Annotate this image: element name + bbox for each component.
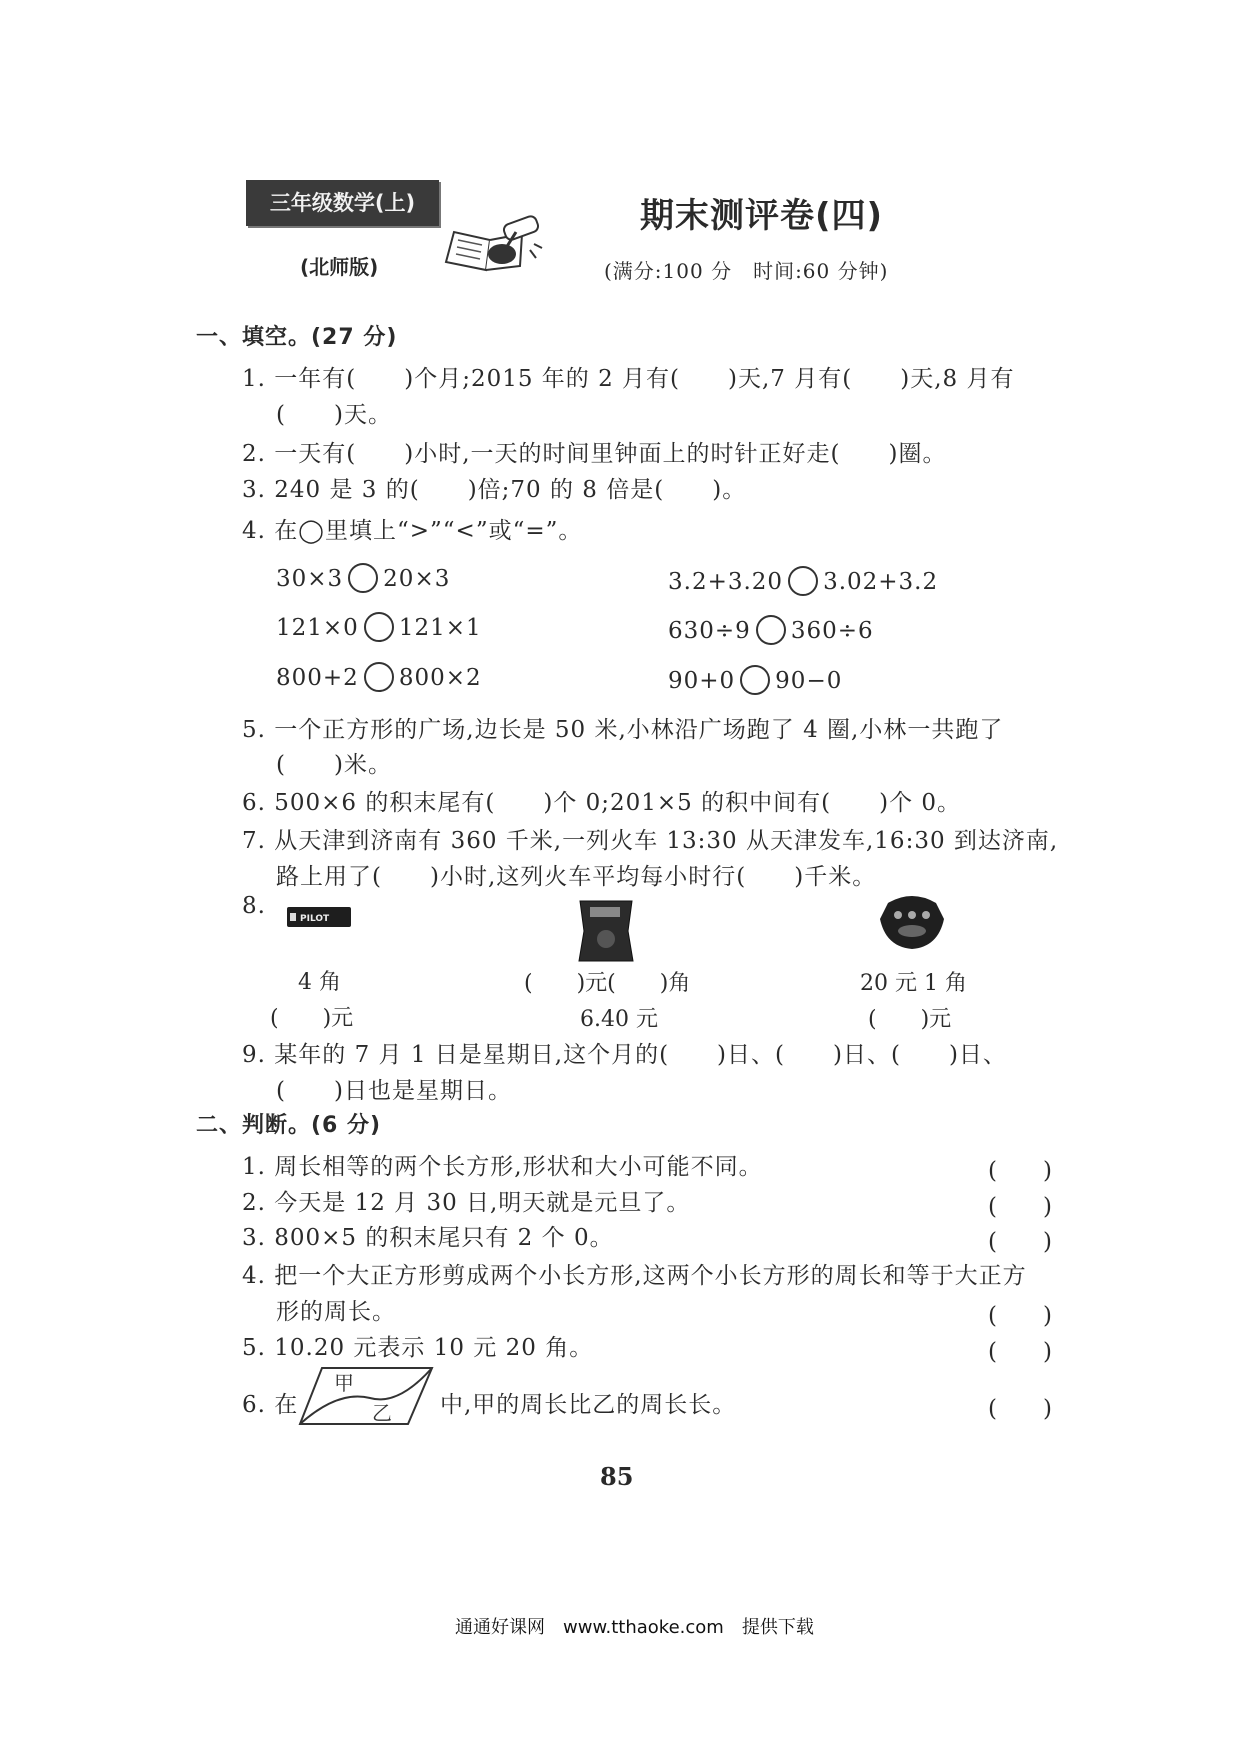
q6: 6. 500×6 的积末尾有( )个 0;201×5 的积中间有( )个 0。 xyxy=(242,790,962,816)
book-lamp-illustration xyxy=(442,214,548,278)
section-heading-fill: 一、填空。(27 分) xyxy=(196,325,398,350)
compare-left: 121×0 xyxy=(276,615,359,641)
shape-label-bottom: 乙 xyxy=(372,1401,392,1425)
compare-left: 630÷9 xyxy=(668,618,751,644)
compare-left: 30×3 xyxy=(276,566,344,592)
compare-circle[interactable] xyxy=(788,566,818,596)
judge-answer-6[interactable]: ( ) xyxy=(988,1396,1052,1422)
judge-item-6-prefix: 6. 在 xyxy=(242,1392,299,1418)
bag-answer: ( )元 xyxy=(868,1007,952,1032)
q1-line2: ( )天。 xyxy=(276,402,392,428)
compare-right: 360÷6 xyxy=(790,618,874,644)
compare-right: 3.02+3.2 xyxy=(823,569,939,595)
compare-right: 90−0 xyxy=(775,668,843,694)
judge-answer-5[interactable]: ( ) xyxy=(988,1339,1052,1365)
compare-circle[interactable] xyxy=(364,662,394,692)
judge-item-4-line2: 形的周长。 xyxy=(276,1299,396,1325)
judge-item-4-line1: 4. 把一个大正方形剪成两个小长方形,这两个小长方形的周长和等于大正方 xyxy=(242,1263,1027,1289)
edition-label: (北师版) xyxy=(300,255,379,279)
compare-circle[interactable] xyxy=(364,612,394,642)
handbag-icon xyxy=(878,893,946,951)
judge-item-2: 2. 今天是 12 月 30 日,明天就是元旦了。 xyxy=(242,1190,691,1216)
q8-number: 8. xyxy=(242,893,266,919)
q9-line2: ( )日也是星期日。 xyxy=(276,1078,512,1104)
judge-answer-1[interactable]: ( ) xyxy=(988,1158,1052,1184)
q9-line1: 9. 某年的 7 月 1 日是星期日,这个月的( )日、( )日、( )日、 xyxy=(242,1042,1007,1068)
q7-line2: 路上用了( )小时,这列火车平均每小时行( )千米。 xyxy=(276,864,877,890)
exam-meta: (满分:100 分 时间:60 分钟) xyxy=(604,259,889,283)
pen-brand-label: PILOT xyxy=(300,914,330,924)
judge-item-1: 1. 周长相等的两个长方形,形状和大小可能不同。 xyxy=(242,1154,763,1180)
q5-line1: 5. 一个正方形的广场,边长是 50 米,小林沿广场跑了 4 圈,小林一共跑了 xyxy=(242,717,1004,743)
compare-item xyxy=(668,566,938,600)
q7-line1: 7. 从天津到济南有 360 千米,一列火车 13:30 从天津发车,16:30 到达济南, xyxy=(242,828,1059,854)
compare-right: 20×3 xyxy=(383,566,451,592)
pen-icon xyxy=(286,905,352,929)
compare-item xyxy=(276,662,482,696)
section-heading-judge: 二、判断。(6 分) xyxy=(196,1113,382,1138)
compare-item xyxy=(668,665,842,699)
snack-answer: ( )元( )角 xyxy=(524,971,691,996)
footer-credit: 通通好课网 www.tthaoke.com 提供下载 xyxy=(455,1617,814,1638)
compare-left: 90+0 xyxy=(668,668,736,694)
compare-right: 121×1 xyxy=(398,615,482,641)
q2: 2. 一天有( )小时,一天的时间里钟面上的时针正好走( )圈。 xyxy=(242,441,947,467)
page-number: 85 xyxy=(600,1462,634,1491)
parallelogram-diagram xyxy=(298,1364,436,1428)
compare-item xyxy=(276,563,450,597)
q3: 3. 240 是 3 的( )倍;70 的 8 倍是( )。 xyxy=(242,477,747,503)
page-title: 期末测评卷(四) xyxy=(640,196,884,236)
snack-price: 6.40 元 xyxy=(580,1007,658,1032)
compare-circle[interactable] xyxy=(348,563,378,593)
q5-line2: ( )米。 xyxy=(276,752,392,778)
compare-left: 3.2+3.20 xyxy=(668,569,784,595)
compare-item xyxy=(668,615,874,649)
compare-left: 800+2 xyxy=(276,665,359,691)
q4: 4. 在◯里填上“>”“<”或“=”。 xyxy=(242,518,583,544)
judge-answer-4[interactable]: ( ) xyxy=(988,1303,1052,1329)
compare-circle[interactable] xyxy=(756,615,786,645)
pen-price: 4 角 xyxy=(298,970,341,995)
bag-price: 20 元 1 角 xyxy=(860,971,967,996)
compare-right: 800×2 xyxy=(398,665,482,691)
judge-answer-3[interactable]: ( ) xyxy=(988,1229,1052,1255)
judge-item-6-suffix: 中,甲的周长比乙的周长长。 xyxy=(440,1392,737,1418)
judge-item-5: 5. 10.20 元表示 10 元 20 角。 xyxy=(242,1335,594,1361)
snack-bag-icon xyxy=(576,897,636,965)
shape-label-top: 甲 xyxy=(334,1371,354,1395)
judge-answer-2[interactable]: ( ) xyxy=(988,1194,1052,1220)
grade-badge: 三年级数学(上) xyxy=(246,180,439,226)
pen-answer: ( )元 xyxy=(270,1006,354,1031)
compare-item xyxy=(276,612,482,646)
compare-circle[interactable] xyxy=(740,665,770,695)
judge-item-3: 3. 800×5 的积末尾只有 2 个 0。 xyxy=(242,1225,614,1251)
q1-line1: 1. 一年有( )个月;2015 年的 2 月有( )天,7 月有( )天,8 月有 xyxy=(242,366,1015,392)
